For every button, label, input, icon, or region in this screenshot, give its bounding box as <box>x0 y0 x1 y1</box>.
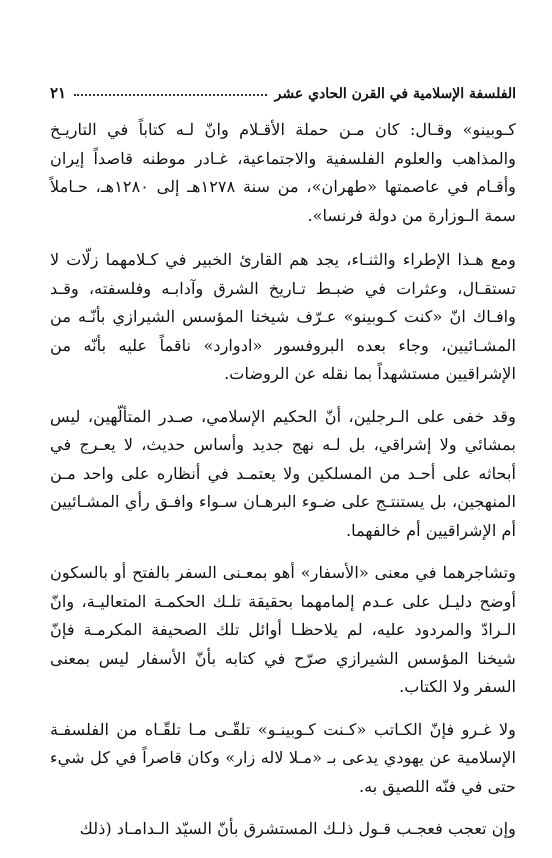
paragraph-1: كـوبينو» وقـال: كان مـن حملة الأقـلام وانّ لـه كتاباً في التاريـخ والمذاهب والعلوم الفلسفية والاجتماعية، غـادر موطنه قاصداً إيران وأقـام في عاصمتها «طهران»، من سنة ١٢٧٨هـ إلى ١٢٨٠هـ، حـاملاً سمة الـوزارة من دولة فرنسا». <box>50 120 517 225</box>
paragraph-6: وإن تعجب فعجـب قـول ذلـك المستشرق بأنّ السيّد الـدامـاد (ذلك <box>79 819 516 838</box>
book-page <box>50 74 516 858</box>
paragraph-2: ومع هـذا الإطراء والثنـاء، يجد هم القارئ الخبير في كـلامهما زلّات لا تستقـال، وعثرات في ضبـط تـاريخ الشرق وآدابـه وفلسفته، وقـد وافـاك انّ «كنت كـوبينو» عـرّف شيخنا المؤسس الشيرازي بأنّـه من المشـائيين، وجاء بعده البروفسور «ادوارد» ناقماً عليه بأنّه من الإشراقيين مستشهداً بما نقله عن الروضات. <box>50 250 516 383</box>
page-number: ٢١ <box>50 84 67 102</box>
page-header <box>50 74 516 102</box>
paragraph-4: وتشاجرهما في معنى «الأسفار» أهو بمعـنى السفر بالفتح أو بالسكون أوضح دليـل على عـدم إلمامهما بحقيقة تلـك الحكمـة المتعاليـة، وانّ الـرادّ والمردود عليه، لم يلاحظـا أوائل تلك الصحيفة المكرمـة فإنّ شيخنا المؤسس الشيرازي صرّح في كتابه بأنّ الأسفار ليس بمعنى السفر ولا الكتاب. <box>50 563 516 696</box>
header-dotted-leader <box>74 94 267 96</box>
paragraph-5: ولا غـرو فإنّ الكـاتب «كـنت كـوبينـو» تلقّـى مـا تلقّـاه من الفلسفـة الإسلامية عن يهودي يدعى بـ «مـلا لاله زار» وكان قاصراً في كل شيء حتى في فنّه اللصيق به. <box>50 719 516 796</box>
body-text <box>50 116 516 844</box>
paragraph-3: وقد خفى على الـرجلين، أنّ الحكيم الإسلامي، صـدر المتألّهين، ليس بمشائي ولا إشراقي، بل لـه نهج جديد وأساس حديث، لا يعـرج في أبحاثه على أحـد من المسلكين ولا يعتمـد في أنظاره على واحد مـن المنهجين، بل يستنتـج على ضـوء البرهـان سـواء وافـق رأي المشـائيين أم الإشراقيين أم خالفهما. <box>50 406 516 540</box>
running-title: الفلسفة الإسلامية في القرن الحادي عشر <box>274 86 516 102</box>
